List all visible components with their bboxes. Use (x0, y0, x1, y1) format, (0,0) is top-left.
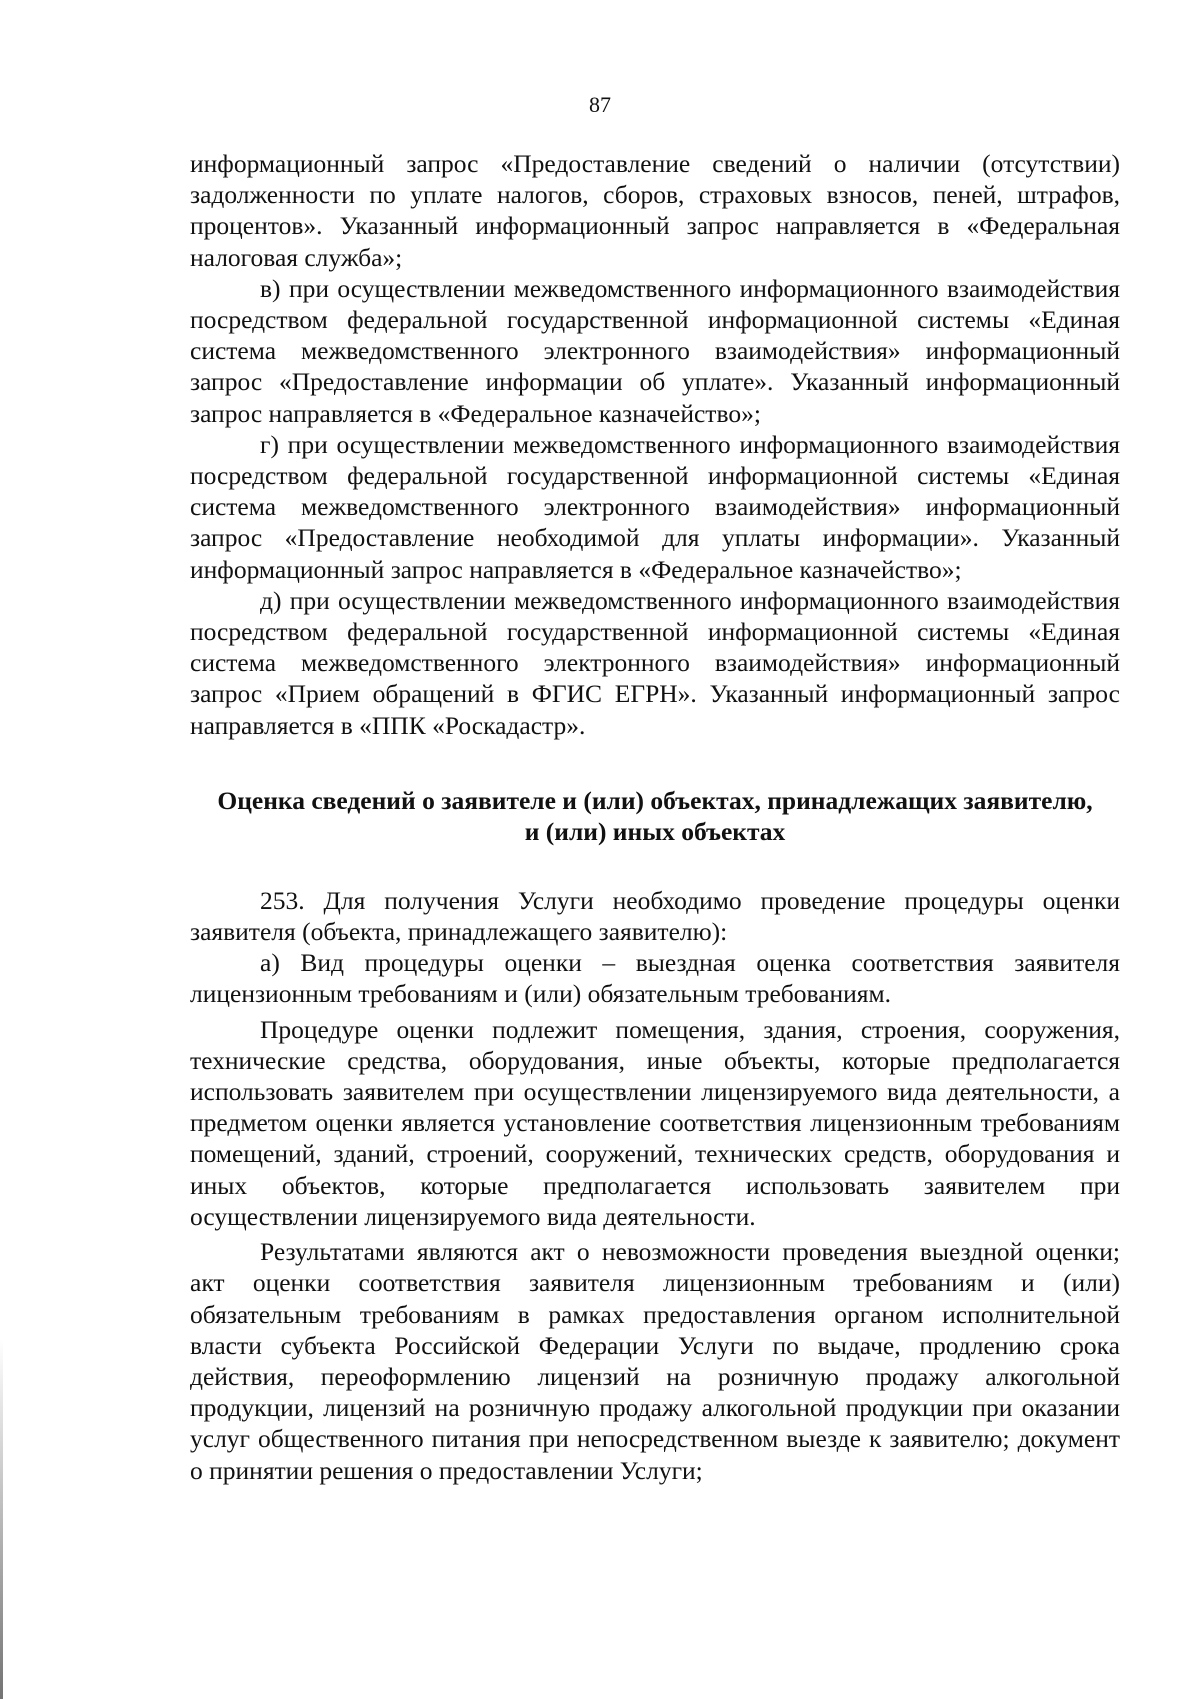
paragraph-procedure: Процедуре оценки подлежит помещения, здания, строения, сооружения, технические средства, оборудования, иные объекты, которые предполагается использовать заявителем при осуществлении лицензируемого вида деятельности, а предметом оценки является установление соответствия лицензионным требованиям помещений, зданий, строений, сооружений, технических средств, оборудования и иных объектов, которые предполагается использовать заявителем при осуществлении лицензируемого вида деятельности. (190, 1014, 1120, 1231)
paragraph-253: 253. Для получения Услуги необходимо проведение процедуры оценки заявителя (объекта, принадлежащего заявителю): (190, 885, 1120, 947)
section-heading-line-2: и (или) иных объектах (524, 816, 786, 846)
section-heading (190, 785, 1120, 847)
page-content (190, 148, 1120, 1486)
paragraph-item-d: д) при осуществлении межведомственного информационного взаимодействия посредством федеральной государственной информационной системы «Единая система межведомственного электронного взаимодействия» информационный запрос «Прием обращений в ФГИС ЕГРН». Указанный информационный запрос направляется в «ППК «Роскадастр». (190, 585, 1120, 740)
scan-edge-shadow (0, 1339, 3, 1699)
paragraph-results: Результатами являются акт о невозможности проведения выездной оценки; акт оценки соответствия заявителя лицензионным требованиям и (или) обязательным требованиям в рамках предоставления органом исполнительной власти субъекта Российской Федерации Услуги по выдаче, продлению срока действия, переоформлению лицензий на розничную продажу алкогольной продукции, лицензий на розничную продажу алкогольной продукции при оказании услуг общественного питания при непосредственном выезде к заявителю; документ о принятии решения о предоставлении Услуги; (190, 1237, 1120, 1485)
page-number: 87 (589, 92, 611, 117)
section-heading-line-1: Оценка сведений о заявителе и (или) объектах, принадлежащих заявителю, (217, 785, 1093, 815)
paragraph-item-g: г) при осуществлении межведомственного информационного взаимодействия посредством федеральной государственной информационной системы «Единая система межведомственного электронного взаимодействия» информационный запрос «Предоставление необходимой для уплаты информации». Указанный информационный запрос направляется в «Федеральное казначейство»; (190, 429, 1120, 584)
paragraph-continuation: информационный запрос «Предоставление сведений о наличии (отсутствии) задолженности по уплате налогов, сборов, страховых взносов, пеней, штрафов, процентов». Указанный информационный запрос направляется в «Федеральная налоговая служба»; (190, 149, 1120, 272)
paragraph-item-v: в) при осуществлении межведомственного информационного взаимодействия посредством федеральной государственной информационной системы «Единая система межведомственного электронного взаимодействия» информационный запрос «Предоставление информации об уплате». Указанный информационный запрос направляется в «Федеральное казначейство»; (190, 273, 1120, 428)
paragraph-253-a: а) Вид процедуры оценки – выездная оценка соответствия заявителя лицензионным требованиям и (или) обязательным требованиям. (190, 948, 1120, 1009)
